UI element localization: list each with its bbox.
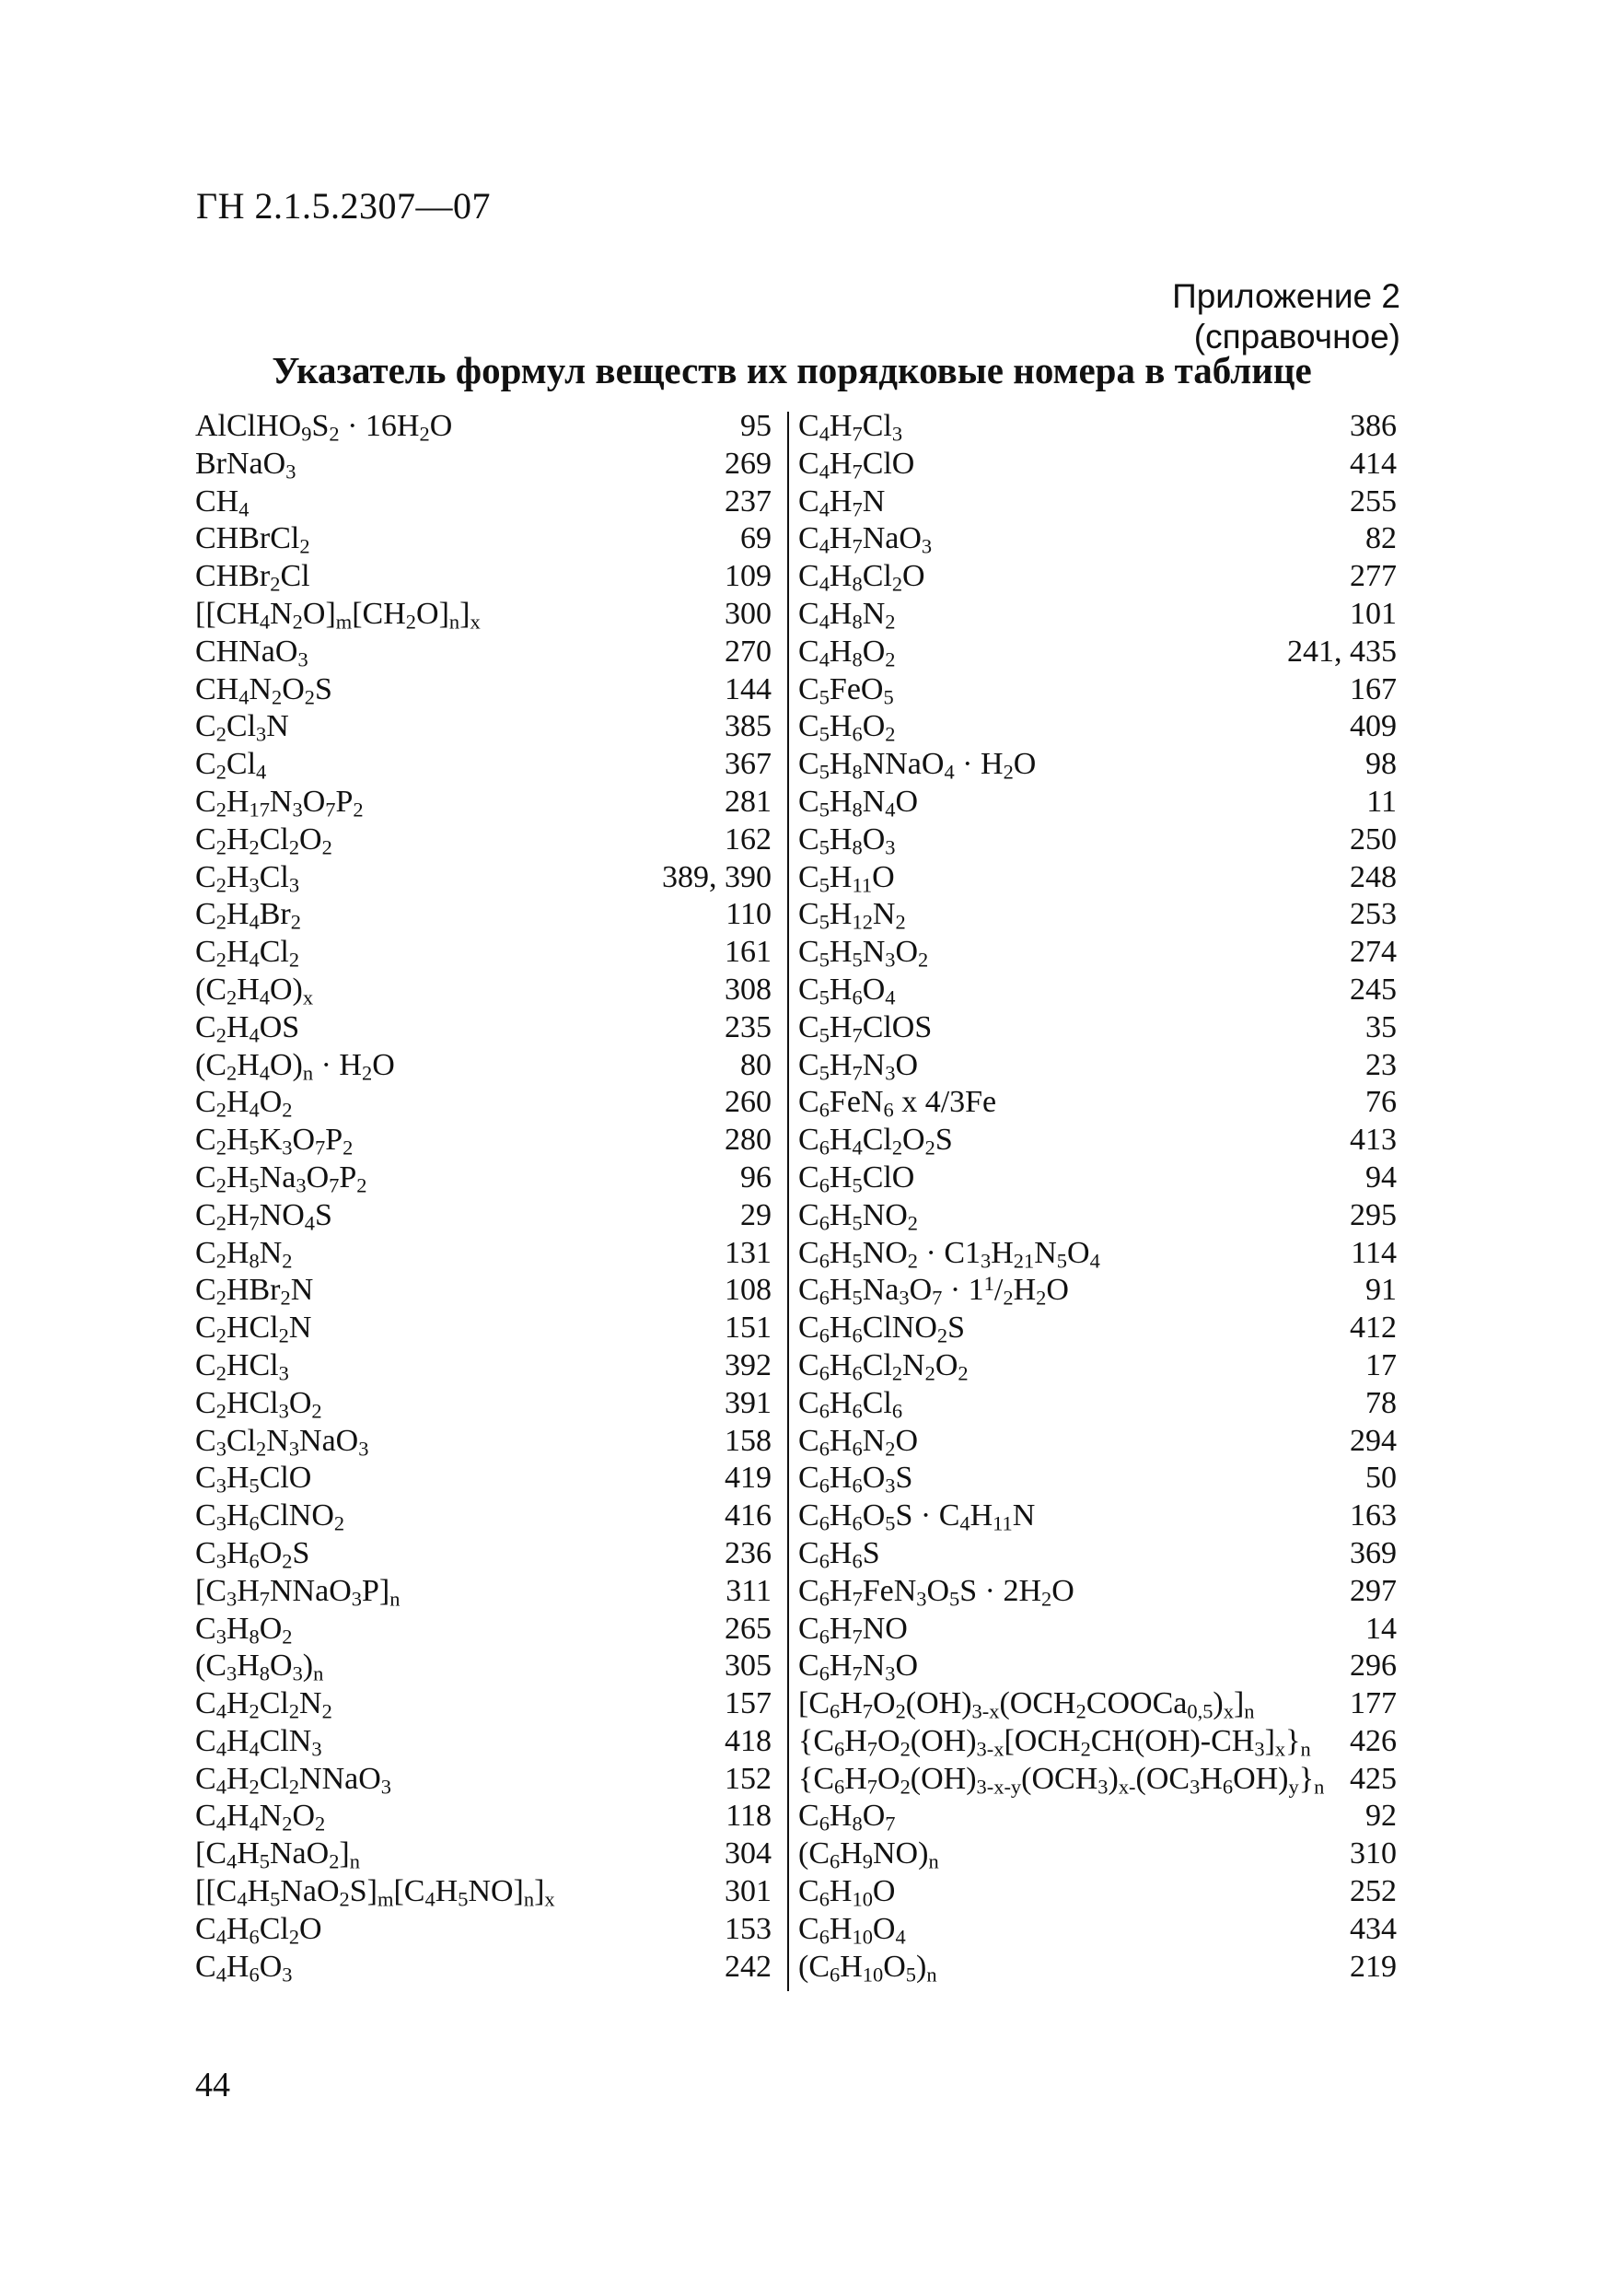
index-row xyxy=(798,1798,1397,1836)
chemical-formula: $C_2H_{17}N_3O_7P_2$ xyxy=(195,784,364,822)
index-row xyxy=(798,1535,1397,1573)
table-number: 248 xyxy=(1350,859,1397,894)
chemical-formula: $C_2H_4Cl_2$ xyxy=(195,935,300,972)
chemical-formula: $CH_4$ xyxy=(195,484,250,521)
chemical-formula: $C_5H_5N_3O_2$ xyxy=(798,935,929,972)
table-number: 118 xyxy=(726,1799,772,1834)
index-row xyxy=(798,972,1397,1009)
index-row xyxy=(798,746,1397,784)
table-number: 29 xyxy=(740,1197,772,1232)
index-row xyxy=(195,1460,772,1498)
index-row xyxy=(195,784,772,822)
table-number: 409 xyxy=(1350,709,1397,744)
index-row xyxy=(798,484,1397,521)
table-number: 270 xyxy=(725,634,772,669)
chemical-formula: $C_6H_7FeN_3O_5S \cdot 2H_2O$ xyxy=(798,1573,1074,1611)
chemical-formula: $C_2HCl_2N$ xyxy=(195,1311,312,1347)
chemical-formula: $C_2Cl_4$ xyxy=(195,747,267,784)
index-row xyxy=(798,934,1397,972)
chemical-formula: $[[C_4H_5NaO_2S]_m[C_4H_5NO]_n]_x$ xyxy=(195,1874,555,1911)
chemical-formula: $C_6H_5NO_2 \cdot C1_3H_{21}N_5O_4$ xyxy=(798,1235,1100,1273)
table-number: 241, 435 xyxy=(1287,634,1397,669)
chemical-formula: $C_2HCl_3O_2$ xyxy=(195,1385,322,1423)
chemical-formula: CHBr$_2$Cl xyxy=(195,559,310,596)
index-row xyxy=(195,1535,772,1573)
table-number: 162 xyxy=(725,822,772,857)
index-row xyxy=(798,822,1397,859)
table-number: 296 xyxy=(1350,1649,1397,1684)
index-row xyxy=(798,1949,1397,1987)
table-number: 23 xyxy=(1365,1047,1397,1082)
chemical-formula: $C_4H_4N_2O_2$ xyxy=(195,1799,326,1836)
index-row xyxy=(798,784,1397,822)
chemical-formula: $(C_6H_{10}O_5)_n$ xyxy=(798,1949,937,1987)
chemical-formula: $C_4H_4ClN_3$ xyxy=(195,1723,322,1761)
table-number: 304 xyxy=(725,1836,772,1871)
chemical-formula: $AlClHO_9S_2 \cdot 16H_2O$ xyxy=(195,409,453,446)
index-row xyxy=(798,1047,1397,1085)
index-row xyxy=(798,1911,1397,1949)
table-number: 101 xyxy=(1350,596,1397,631)
column-divider xyxy=(787,412,789,1991)
table-number: 161 xyxy=(725,935,772,970)
table-number: 78 xyxy=(1365,1385,1397,1420)
chemical-formula: $C_6H_6Cl_2N_2O_2$ xyxy=(798,1347,969,1385)
index-row xyxy=(195,1723,772,1761)
table-number: 95 xyxy=(740,409,772,443)
chemical-formula: $C_4H_8Cl_2O$ xyxy=(798,559,925,596)
index-row xyxy=(195,446,772,484)
chemical-formula: $C_5H_6O_2$ xyxy=(798,709,896,746)
index-row xyxy=(798,1310,1397,1347)
chemical-formula: $C_2H_8N_2$ xyxy=(195,1235,293,1273)
index-row xyxy=(798,1498,1397,1535)
chemical-formula: BrNaO$_3$ xyxy=(195,446,296,484)
index-row xyxy=(798,1873,1397,1911)
chemical-formula: $C_2H_5Na_3O_7P_2$ xyxy=(195,1160,367,1197)
table-number: 295 xyxy=(1350,1197,1397,1232)
index-row xyxy=(195,1798,772,1836)
appendix-type: (справочное) xyxy=(1193,318,1400,355)
table-number: 98 xyxy=(1365,747,1397,782)
chemical-formula: $C_2H_3Cl_3$ xyxy=(195,859,300,897)
chemical-formula: $C_2H_4Br_2$ xyxy=(195,897,301,934)
chemical-formula: CHBrCl$_2$ xyxy=(195,521,310,558)
chemical-formula: $[C_6H_7O_2(OH)_{3-x}(OCH_2COOCa_{0,5})_x]_n$ xyxy=(798,1686,1255,1723)
table-number: 300 xyxy=(725,596,772,631)
index-row xyxy=(798,1009,1397,1047)
table-number: 305 xyxy=(725,1649,772,1684)
index-row xyxy=(195,859,772,897)
page-number: 44 xyxy=(195,2066,230,2104)
index-row xyxy=(195,1160,772,1197)
chemical-formula: $C_4H_2Cl_2NNaO_3$ xyxy=(195,1761,392,1799)
table-number: 391 xyxy=(725,1385,772,1420)
chemical-formula: $C_4H_6Cl_2O$ xyxy=(195,1911,322,1949)
index-row xyxy=(195,1761,772,1799)
index-row xyxy=(195,896,772,934)
table-number: 14 xyxy=(1365,1611,1397,1646)
table-number: 219 xyxy=(1350,1949,1397,1984)
chemical-formula: $C_5H_7ClOS$ xyxy=(798,1009,933,1047)
index-row xyxy=(798,1460,1397,1498)
chemical-formula: $C_6H_6Cl_6$ xyxy=(798,1385,903,1423)
index-row xyxy=(195,1122,772,1160)
index-row xyxy=(195,634,772,671)
document-code: ГН 2.1.5.2307—07 xyxy=(196,185,492,227)
chemical-formula: $C_6H_7N_3O$ xyxy=(798,1649,919,1685)
index-row xyxy=(195,1084,772,1122)
chemical-formula: $CH_4N_2O_2S$ xyxy=(195,671,332,709)
chemical-formula: $C_6H_6N_2O$ xyxy=(798,1423,919,1461)
chemical-formula: $C_3H_6O_2S$ xyxy=(195,1535,310,1573)
chemical-formula: $C_4H_6O_3$ xyxy=(195,1949,293,1987)
table-number: 11 xyxy=(1366,784,1397,819)
chemical-formula: $C_5H_8O_3$ xyxy=(798,822,896,859)
index-row xyxy=(195,1949,772,1987)
table-number: 163 xyxy=(1350,1498,1397,1533)
chemical-formula: $C_6H_{10}O_4$ xyxy=(798,1911,906,1949)
chemical-formula: $C_6H_6O_5S \cdot C_4H_{11}N$ xyxy=(798,1498,1036,1535)
chemical-formula: $C_4H_7N$ xyxy=(798,484,886,521)
table-number: 253 xyxy=(1350,897,1397,932)
table-number: 269 xyxy=(725,446,772,481)
table-number: 110 xyxy=(726,897,772,932)
table-number: 389, 390 xyxy=(662,859,772,894)
chemical-formula: $C_6H_5ClO$ xyxy=(798,1160,915,1197)
chemical-formula: $C_6H_6O_3S$ xyxy=(798,1461,913,1498)
table-number: 109 xyxy=(725,559,772,594)
chemical-formula: $C_2H_4O_2$ xyxy=(195,1085,293,1122)
index-row xyxy=(798,596,1397,634)
index-row xyxy=(195,708,772,746)
index-row xyxy=(195,1648,772,1685)
index-row xyxy=(195,596,772,634)
table-number: 281 xyxy=(725,784,772,819)
index-row xyxy=(798,520,1397,558)
page-title: Указатель формул веществ их порядковые номера в таблице xyxy=(272,349,1312,391)
table-number: 50 xyxy=(1365,1461,1397,1496)
index-row xyxy=(798,408,1397,446)
chemical-formula: $C_3H_6ClNO_2$ xyxy=(195,1498,345,1535)
chemical-formula: $C_6H_4Cl_2O_2S$ xyxy=(798,1123,953,1160)
chemical-formula: $C_4H_8N_2$ xyxy=(798,596,896,634)
table-number: 412 xyxy=(1350,1311,1397,1346)
index-row xyxy=(195,520,772,558)
index-row xyxy=(195,1272,772,1310)
index-row xyxy=(798,1573,1397,1611)
index-row xyxy=(798,634,1397,671)
table-number: 252 xyxy=(1350,1874,1397,1909)
index-row xyxy=(195,972,772,1009)
table-number: 17 xyxy=(1365,1347,1397,1382)
table-number: 250 xyxy=(1350,822,1397,857)
table-number: 265 xyxy=(725,1611,772,1646)
chemical-formula: $C_5H_{11}O$ xyxy=(798,859,895,897)
index-row xyxy=(195,1685,772,1723)
table-number: 414 xyxy=(1350,446,1397,481)
table-number: 114 xyxy=(1351,1235,1397,1270)
index-row xyxy=(195,1911,772,1949)
table-number: 413 xyxy=(1350,1123,1397,1158)
index-row xyxy=(195,1836,772,1873)
table-number: 94 xyxy=(1365,1160,1397,1195)
index-row xyxy=(195,1423,772,1461)
index-row xyxy=(195,822,772,859)
chemical-formula: $C_2H_5K_3O_7P_2$ xyxy=(195,1123,354,1160)
index-row xyxy=(195,746,772,784)
table-number: 236 xyxy=(725,1535,772,1570)
table-number: 274 xyxy=(1350,935,1397,970)
chemical-formula: $C_4H_8O_2$ xyxy=(798,634,896,671)
table-number: 91 xyxy=(1365,1273,1397,1308)
table-number: 235 xyxy=(725,1009,772,1044)
index-row xyxy=(798,708,1397,746)
index-row xyxy=(195,1235,772,1273)
chemical-formula: $(C_3H_8O_3)_n$ xyxy=(195,1649,324,1685)
index-row xyxy=(798,558,1397,596)
chemical-formula: $[C_3H_7NNaO_3P]_n$ xyxy=(195,1573,401,1611)
table-number: 294 xyxy=(1350,1423,1397,1458)
index-row xyxy=(195,934,772,972)
chemical-formula: $(C_2H_4O)_n \cdot H_2O$ xyxy=(195,1047,395,1085)
chemical-formula: $C_3H_8O_2$ xyxy=(195,1611,293,1649)
index-row xyxy=(195,1873,772,1911)
chemical-formula: $C_2H_7NO_4S$ xyxy=(195,1197,332,1235)
table-number: 152 xyxy=(725,1761,772,1796)
index-row xyxy=(798,1611,1397,1649)
chemical-formula: $C_3H_5ClO$ xyxy=(195,1461,312,1498)
chemical-formula: $\{C_6H_7O_2(OH)_{3-x}[OCH_2CH(OH)-CH_3]_x\}_n$ xyxy=(798,1723,1311,1761)
table-number: 426 xyxy=(1350,1723,1397,1758)
chemical-formula: $C_2HCl_3$ xyxy=(195,1347,289,1385)
index-row xyxy=(798,1160,1397,1197)
table-number: 308 xyxy=(725,972,772,1007)
chemical-formula: $C_6H_{10}O$ xyxy=(798,1874,896,1911)
table-number: 35 xyxy=(1365,1009,1397,1044)
chemical-formula: $C_2H_4OS$ xyxy=(195,1009,300,1047)
chemical-formula: $C_4H_2Cl_2N_2$ xyxy=(195,1686,332,1723)
table-number: 369 xyxy=(1350,1535,1397,1570)
table-number: 255 xyxy=(1350,484,1397,519)
index-row xyxy=(798,1836,1397,1873)
chemical-formula: $(C_2H_4O)_x$ xyxy=(195,972,314,1009)
chemical-formula: $C_6H_5Na_3O_7 \cdot 1^1/_2H_2O$ xyxy=(798,1272,1069,1310)
table-number: 131 xyxy=(725,1235,772,1270)
right-formula-column xyxy=(798,408,1397,1986)
table-number: 167 xyxy=(1350,671,1397,706)
index-row xyxy=(798,1347,1397,1385)
table-number: 260 xyxy=(725,1085,772,1120)
chemical-formula: $C_6H_5NO_2$ xyxy=(798,1197,919,1235)
table-number: 392 xyxy=(725,1347,772,1382)
index-row xyxy=(798,1385,1397,1423)
table-number: 418 xyxy=(725,1723,772,1758)
chemical-formula: $\{C_6H_7O_2(OH)_{3-x-y}(OCH_3)_{x-}(OC_3H_6OH)_y\}_n$ xyxy=(798,1761,1325,1799)
appendix-number: Приложение 2 xyxy=(1172,277,1400,315)
index-row xyxy=(195,558,772,596)
table-number: 151 xyxy=(725,1311,772,1346)
table-number: 386 xyxy=(1350,409,1397,443)
index-row xyxy=(195,671,772,709)
table-number: 277 xyxy=(1350,559,1397,594)
index-row xyxy=(195,1009,772,1047)
chemical-formula: $[C_4H_5NaO_2]_n$ xyxy=(195,1836,360,1873)
chemical-formula: $C_5H_{12}N_2$ xyxy=(798,897,906,934)
index-row xyxy=(195,484,772,521)
table-number: 311 xyxy=(726,1573,772,1608)
chemical-formula: $C_4H_7ClO$ xyxy=(798,446,915,484)
table-number: 425 xyxy=(1350,1761,1397,1796)
index-row xyxy=(195,1347,772,1385)
index-row xyxy=(798,1723,1397,1761)
chemical-formula: $[[CH_4N_2O]_m[CH_2O]_n]_x$ xyxy=(195,596,481,634)
table-number: 144 xyxy=(725,671,772,706)
index-row xyxy=(798,859,1397,897)
index-row xyxy=(798,1272,1397,1310)
chemical-formula: $C_5H_7N_3O$ xyxy=(798,1047,919,1085)
chemical-formula: $C_2Cl_3N$ xyxy=(195,709,289,746)
index-row xyxy=(798,1761,1397,1799)
chemical-formula: $C_6H_7NO$ xyxy=(798,1611,908,1649)
chemical-formula: $C_3Cl_2N_3NaO_3$ xyxy=(195,1423,369,1461)
table-number: 280 xyxy=(725,1123,772,1158)
table-number: 82 xyxy=(1365,521,1397,556)
table-number: 301 xyxy=(725,1874,772,1909)
index-row xyxy=(798,1197,1397,1235)
chemical-formula: $C_6H_6S$ xyxy=(798,1535,880,1573)
table-number: 242 xyxy=(725,1949,772,1984)
appendix-label xyxy=(1172,276,1400,357)
table-number: 297 xyxy=(1350,1573,1397,1608)
index-row xyxy=(798,1235,1397,1273)
chemical-formula: $C_5FeO_5$ xyxy=(798,671,894,709)
table-number: 92 xyxy=(1365,1799,1397,1834)
index-row xyxy=(798,1423,1397,1461)
chemical-formula: $C_6H_6ClNO_2S$ xyxy=(798,1311,966,1347)
chemical-formula: $C_4H_7NaO_3$ xyxy=(798,521,933,558)
table-number: 69 xyxy=(740,521,772,556)
index-row xyxy=(798,1685,1397,1723)
index-row xyxy=(195,1385,772,1423)
index-row xyxy=(195,1047,772,1085)
index-row xyxy=(195,1498,772,1535)
chemical-formula: $(C_6H_9NO)_n$ xyxy=(798,1836,939,1873)
table-number: 416 xyxy=(725,1498,772,1533)
table-number: 158 xyxy=(725,1423,772,1458)
chemical-formula: $C_6FeN_6$ x 4/3Fe xyxy=(798,1085,997,1122)
table-number: 434 xyxy=(1350,1911,1397,1946)
chemical-formula: $C_4H_7Cl_3$ xyxy=(798,409,903,446)
index-row xyxy=(195,1197,772,1235)
table-number: 385 xyxy=(725,709,772,744)
index-row xyxy=(798,896,1397,934)
index-row xyxy=(798,1122,1397,1160)
table-number: 108 xyxy=(725,1273,772,1308)
table-number: 367 xyxy=(725,747,772,782)
index-row xyxy=(798,671,1397,709)
index-row xyxy=(798,1648,1397,1685)
index-row xyxy=(798,446,1397,484)
table-number: 153 xyxy=(725,1911,772,1946)
table-number: 419 xyxy=(725,1461,772,1496)
table-number: 310 xyxy=(1350,1836,1397,1871)
index-row xyxy=(195,1310,772,1347)
table-number: 245 xyxy=(1350,972,1397,1007)
chemical-formula: CHNaO$_3$ xyxy=(195,634,308,671)
table-number: 76 xyxy=(1365,1085,1397,1120)
table-number: 157 xyxy=(725,1686,772,1721)
index-row xyxy=(195,1573,772,1611)
index-row xyxy=(195,1611,772,1649)
chemical-formula: $C_2HBr_2N$ xyxy=(195,1273,314,1310)
chemical-formula: $C_5H_8N_4O$ xyxy=(798,784,919,822)
chemical-formula: $C_6H_8O_7$ xyxy=(798,1799,896,1836)
index-row xyxy=(195,408,772,446)
table-number: 96 xyxy=(740,1160,772,1195)
index-row xyxy=(798,1084,1397,1122)
table-number: 177 xyxy=(1350,1686,1397,1721)
table-number: 237 xyxy=(725,484,772,519)
chemical-formula: $C_5H_8NNaO_4 \cdot H_2O$ xyxy=(798,747,1037,784)
left-formula-column xyxy=(195,408,772,1986)
table-number: 80 xyxy=(740,1047,772,1082)
chemical-formula: $C_5H_6O_4$ xyxy=(798,972,896,1009)
chemical-formula: $C_2H_2Cl_2O_2$ xyxy=(195,822,332,859)
